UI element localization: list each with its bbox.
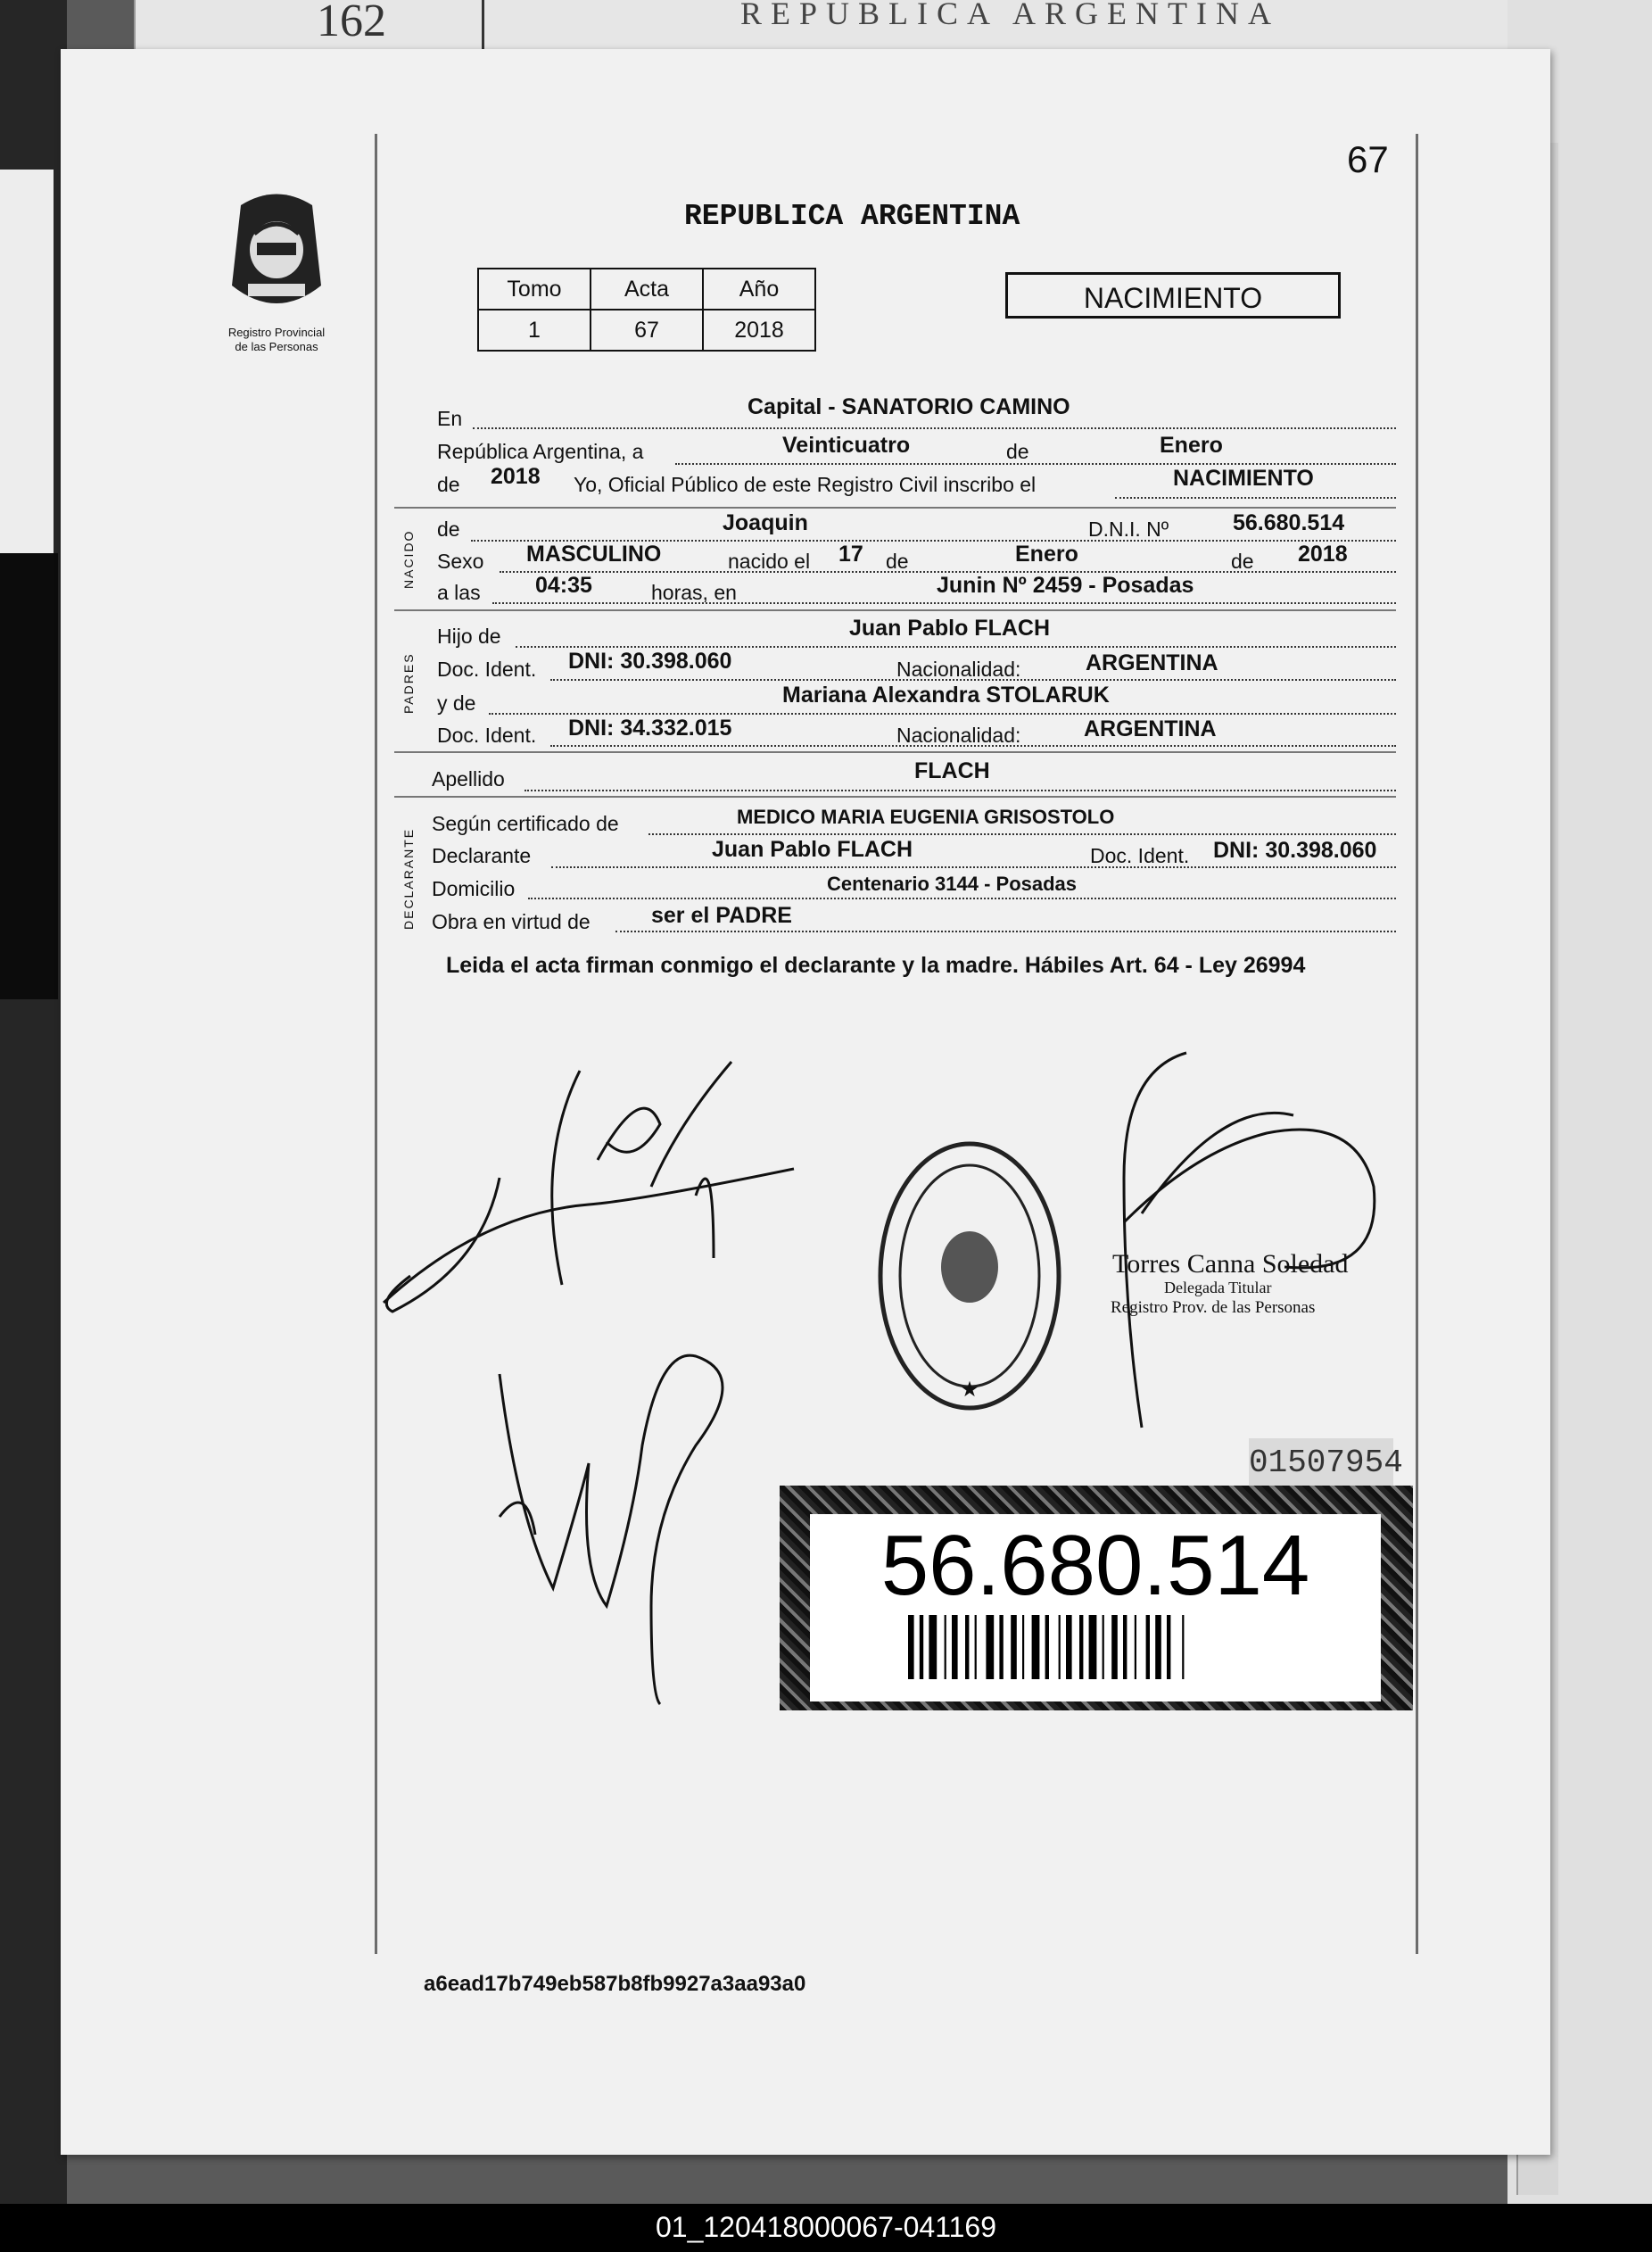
registry-table-value-row (478, 310, 815, 351)
left-margin-line (375, 134, 377, 1954)
section-separator (394, 609, 1396, 611)
declarante-doc-value: DNI: 30.398.060 (1213, 838, 1377, 863)
right-margin-line (1416, 134, 1418, 1954)
province-coat-of-arms-logo (223, 187, 330, 321)
apellido-value: FLACH (914, 758, 990, 783)
doc-ident-label: Doc. Ident. (1090, 844, 1190, 867)
logo-caption (201, 326, 352, 354)
apellido-label: Apellido (432, 767, 505, 791)
barcode-bar (1167, 1615, 1170, 1679)
domicilio-value: Centenario 3144 - Posadas (827, 873, 1078, 895)
declarante-side-label: DECLARANTE (401, 827, 416, 930)
dotted-line (489, 711, 1396, 715)
a-las-label: a las (437, 581, 481, 604)
value-tomo: 1 (478, 310, 591, 351)
birth-day-value: 17 (838, 542, 863, 567)
registry-table (477, 268, 816, 352)
barcode-bar (1059, 1615, 1061, 1679)
oficial-text: Yo, Oficial Público de este Registro Civil inscribo el (574, 473, 1037, 496)
declarante-name-value: Juan Pablo FLACH (712, 837, 913, 862)
doc-ident-label: Doc. Ident. (437, 658, 537, 681)
birth-address-value: Junin Nº 2459 - Posadas (937, 573, 1194, 598)
barcode-bar (999, 1615, 1003, 1679)
obra-label: Obra en virtud de (432, 910, 591, 933)
year-value: 2018 (491, 464, 541, 489)
section-separator (394, 507, 1396, 509)
en-label: En (437, 407, 463, 430)
dotted-line (675, 461, 1396, 465)
barcode-bar (1123, 1615, 1127, 1679)
dotted-line (550, 743, 1396, 747)
dotted-line (525, 788, 1396, 791)
birth-month-value: Enero (1015, 542, 1078, 567)
obra-value: ser el PADRE (651, 903, 792, 928)
barcode-bar (1022, 1615, 1024, 1679)
barcode-bar (1155, 1615, 1161, 1679)
official-role: Delegada Titular (1164, 1279, 1272, 1296)
official-office: Registro Prov. de las Personas (1111, 1298, 1316, 1317)
dni-label: D.N.I. Nº (1088, 517, 1169, 541)
certificado-value: MEDICO MARIA EUGENIA GRISOSTOLO (737, 806, 1115, 828)
file-name: 01_120418000067-041169 (655, 2211, 996, 2243)
birth-year-value: 2018 (1298, 542, 1348, 567)
barcode-bar (1079, 1615, 1083, 1679)
mother-name-value: Mariana Alexandra STOLARUK (782, 683, 1110, 708)
section-separator (394, 796, 1396, 798)
document-type-box: NACIMIENTO (1005, 272, 1341, 319)
dotted-line (550, 677, 1396, 681)
mother-doc-value: DNI: 34.332.015 (568, 716, 732, 741)
value-anio: 2018 (703, 310, 815, 351)
official-name: Torres Canna Soledad (1112, 1249, 1349, 1279)
barcode-bar (945, 1615, 946, 1679)
barcode-bar (1146, 1615, 1150, 1679)
year-prefix-label: de (437, 473, 460, 496)
official-signature (1088, 1044, 1400, 1436)
dotted-line (516, 644, 1396, 648)
month-value: Enero (1160, 433, 1223, 458)
de-label: de (886, 550, 909, 573)
day-words-value: Veinticuatro (782, 433, 911, 458)
father-nationality-value: ARGENTINA (1086, 650, 1218, 675)
padres-side-label: PADRES (401, 652, 416, 714)
left-background-band (0, 553, 58, 999)
certificate-title: REPUBLICA ARGENTINA (684, 200, 1020, 233)
logo-caption-line1: Registro Provincial (227, 326, 326, 339)
closing-note: Leida el acta firman conmigo el declarante y la madre. Hábiles Art. 64 - Ley 26994 (446, 953, 1306, 978)
barcode-bar (1182, 1615, 1184, 1679)
barcode-icon (908, 1615, 1283, 1679)
back-page-title: REPUBLICA ARGENTINA (740, 0, 1281, 31)
header-tomo: Tomo (478, 269, 591, 310)
sexo-value: MASCULINO (526, 542, 662, 567)
barcode-bar (1045, 1615, 1049, 1679)
registry-seal (876, 1138, 1063, 1414)
barcode-bar (975, 1615, 977, 1679)
de-label: de (1006, 440, 1029, 463)
certificado-label: Según certificado de (432, 812, 619, 835)
mother-nationality-value: ARGENTINA (1084, 716, 1217, 741)
dotted-line (492, 600, 1396, 604)
header-acta: Acta (591, 269, 703, 310)
domicilio-label: Domicilio (432, 877, 516, 900)
declarant-signature (375, 1053, 803, 1321)
sexo-label: Sexo (437, 550, 484, 573)
barcode-bar (965, 1615, 969, 1679)
label-serial-number: 01507954 (1249, 1438, 1393, 1487)
nacionalidad-label: Nacionalidad: (896, 724, 1021, 747)
barcode-bar (920, 1615, 923, 1679)
place-value: Capital - SANATORIO CAMINO (748, 394, 1070, 419)
doc-ident-label: Doc. Ident. (437, 724, 537, 747)
de-label: de (437, 517, 460, 541)
dotted-line (615, 929, 1396, 932)
dotted-line (1115, 495, 1396, 499)
svg-text:★: ★ (960, 1378, 979, 1402)
logo-caption-line2: de las Personas (235, 340, 318, 353)
barcode-bar (1032, 1615, 1040, 1679)
barcode-number: 56.680.514 (880, 1518, 1310, 1613)
y-de-label: y de (437, 691, 476, 715)
barcode-bar (1011, 1615, 1017, 1679)
barcode-bar (929, 1615, 937, 1679)
document-hash: a6ead17b749eb587b8fb9927a3aa93a0 (424, 1972, 806, 1996)
barcode-bar (1103, 1615, 1104, 1679)
child-name-value: Joaquin (723, 510, 808, 535)
de-label: de (1231, 550, 1254, 573)
barcode-bar (1135, 1615, 1136, 1679)
back-page-number: 162 (317, 0, 386, 46)
page-number: 67 (1347, 138, 1389, 180)
birth-time-value: 04:35 (535, 573, 592, 598)
barcode-bar (1111, 1615, 1118, 1679)
nacionalidad-label: Nacionalidad: (896, 658, 1021, 681)
barcode-bar (952, 1615, 958, 1679)
child-dni-value: 56.680.514 (1233, 510, 1345, 535)
dotted-line (473, 426, 1396, 429)
father-name-value: Juan Pablo FLACH (849, 616, 1051, 641)
barcode-bar (1089, 1615, 1097, 1679)
barcode-bar (986, 1615, 994, 1679)
dotted-line (528, 896, 1396, 899)
mother-signature (482, 1338, 767, 1722)
barcode-bar (1066, 1615, 1072, 1679)
hijo-de-label: Hijo de (437, 625, 501, 648)
declarante-label: Declarante (432, 844, 532, 867)
horas-en-label: horas, en (651, 581, 737, 604)
value-acta: 67 (591, 310, 703, 351)
nacido-el-label: nacido el (728, 550, 811, 573)
dotted-line (551, 865, 1396, 868)
act-type-value: NACIMIENTO (1173, 466, 1314, 491)
father-doc-value: DNI: 30.398.060 (568, 649, 732, 674)
registry-table-header-row (478, 269, 815, 310)
republica-label: República Argentina, a (437, 440, 644, 463)
nacido-side-label: NACIDO (401, 529, 416, 589)
header-anio: Año (703, 269, 815, 310)
dotted-line (648, 832, 1396, 835)
section-separator (394, 751, 1396, 753)
barcode-bar (908, 1615, 914, 1679)
